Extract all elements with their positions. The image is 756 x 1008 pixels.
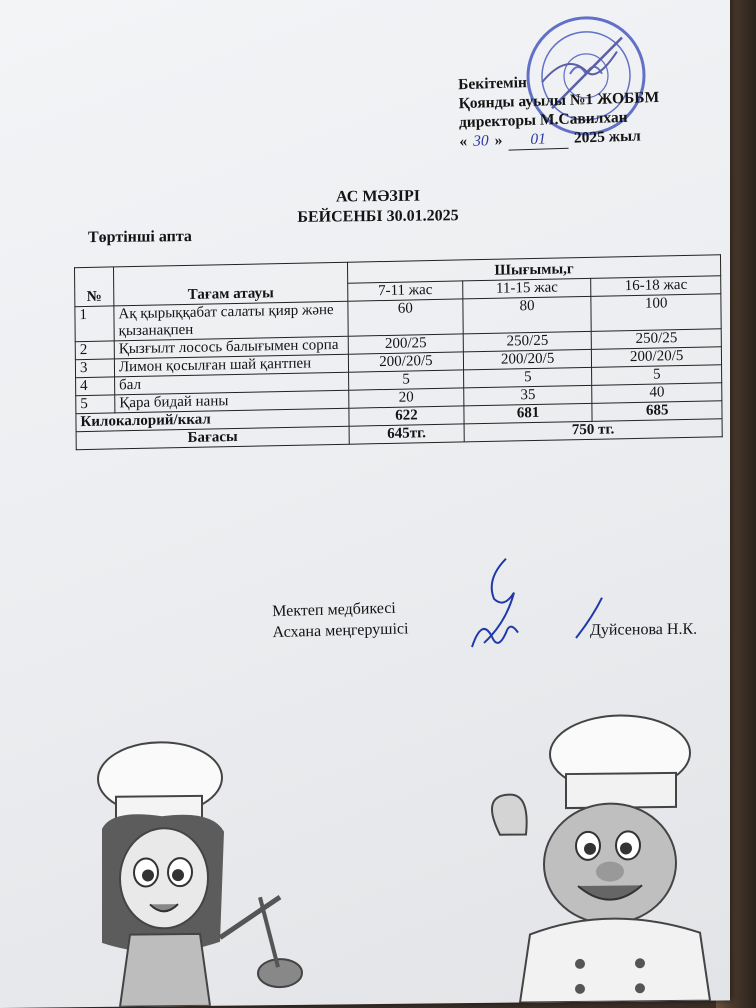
date-month: 01: [508, 129, 568, 151]
col-number-header: №: [75, 267, 114, 307]
price-older: 750 тг.: [464, 419, 722, 442]
signature-block: [272, 597, 409, 643]
row-number: 4: [76, 377, 115, 396]
dish-value: 5: [592, 365, 722, 386]
date-year: 2025 жыл: [573, 127, 641, 147]
signatory-name: Дуйсенова Н.К.: [590, 620, 698, 639]
dish-value: 200/25: [348, 334, 463, 354]
kcal-value: 685: [592, 401, 722, 422]
age-group-1: 7-11 жас: [348, 281, 463, 301]
row-number: 3: [75, 359, 114, 378]
week-label: Төртінші апта: [88, 227, 192, 247]
dish-value: 250/25: [463, 331, 592, 352]
kcal-value: 622: [349, 406, 464, 426]
age-group-2: 11-15 жас: [463, 278, 592, 299]
dish-value: 80: [463, 296, 592, 334]
menu-title: АС МӘЗІРІ: [336, 187, 420, 206]
dish-value: 200/20/5: [592, 347, 722, 368]
nurse-signature: [466, 550, 536, 661]
date-open-quote: «: [459, 132, 468, 151]
dish-name: Қызғылт лосось балығымен сорпа: [114, 336, 348, 359]
dish-name: Ақ қырыққабат салаты қияр және қызанақпен: [114, 301, 348, 341]
row-number: 1: [75, 306, 114, 342]
approval-school: Қоянды ауылы №1 ЖОББМ: [458, 88, 660, 113]
date-day: 30: [472, 132, 489, 150]
price-young: 645тг.: [349, 424, 464, 444]
dish-name: Қара бидай наны: [115, 390, 349, 413]
col-output-header: Шығымы,г: [347, 255, 720, 283]
nurse-label: Мектеп медбикесі: [272, 599, 396, 621]
approval-director: директоры М.Савилхан: [458, 108, 628, 132]
menu-date: БЕЙСЕНБІ 30.01.2025: [297, 207, 459, 226]
dish-value: 5: [349, 370, 464, 390]
dish-value: 60: [348, 299, 463, 336]
dish-value: 200/20/5: [348, 352, 463, 372]
kcal-value: 681: [464, 403, 593, 424]
canteen-label: Асхана меңгерушісі: [272, 620, 409, 642]
dish-name: Лимон қосылған шай қантпен: [114, 354, 348, 377]
kcal-label: Килокалорий/ккал: [76, 408, 349, 431]
dish-value: 250/25: [592, 329, 722, 350]
dish-value: 20: [349, 388, 464, 408]
price-label: Бағасы: [76, 426, 349, 449]
dish-value: 100: [591, 294, 721, 332]
approval-label: Бекітемін: [458, 74, 528, 94]
dish-value: 35: [464, 385, 593, 406]
chef-illustration: [470, 712, 720, 1003]
dish-name: бал: [115, 372, 349, 395]
age-group-3: 16-18 жас: [591, 276, 721, 297]
dish-value: 5: [463, 367, 592, 388]
girl-chef-illustration: [80, 737, 320, 1008]
row-number: 2: [75, 341, 114, 360]
row-number: 5: [76, 395, 115, 414]
dish-value: 40: [592, 383, 722, 404]
menu-table: [74, 254, 723, 450]
canteen-signature: [568, 594, 608, 644]
approval-block: [458, 69, 660, 152]
col-name-header: Тағам атауы: [114, 262, 348, 306]
date-close-quote: »: [494, 131, 503, 150]
dish-value: 200/20/5: [463, 349, 592, 370]
